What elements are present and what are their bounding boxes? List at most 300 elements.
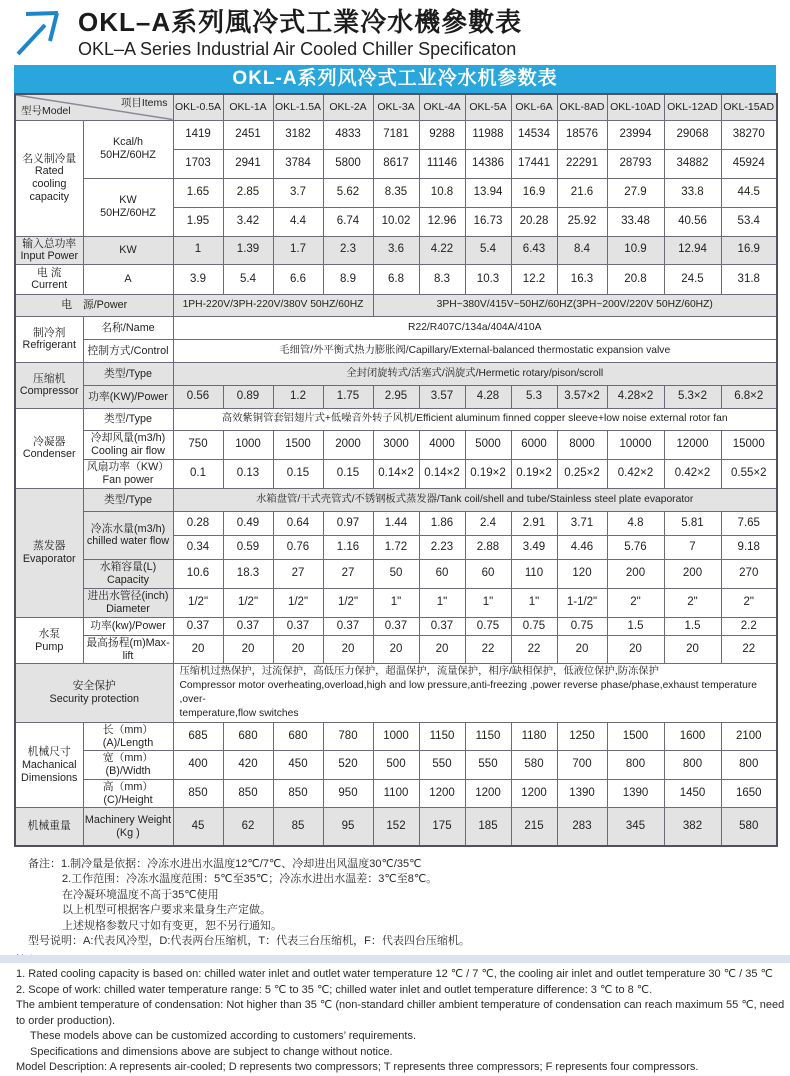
value-cell: 0.75: [557, 617, 607, 635]
value-cell: 1.75: [323, 385, 373, 408]
value-cell: 8617: [373, 149, 419, 178]
value-cell: 3784: [273, 149, 323, 178]
table-row: [15, 264, 777, 294]
value-cell: 18.3: [223, 559, 273, 588]
row-label-cell: A: [83, 264, 173, 294]
model-header-cell: OKL-1A: [223, 94, 273, 120]
value-cell: 450: [273, 751, 323, 779]
table-row: [15, 316, 777, 339]
value-cell: 0.37: [223, 617, 273, 635]
value-cell: 680: [223, 723, 273, 751]
value-cell: 1150: [419, 723, 465, 751]
section-label-cell: 电 源/Power: [15, 294, 173, 316]
value-cell: 5.62: [323, 178, 373, 207]
value-cell: 1180: [511, 723, 557, 751]
value-cell: 1: [173, 236, 223, 264]
note-line-zh: 以上机型可根据客户要求来量身生产定做。: [62, 904, 271, 917]
value-cell: 33.8: [664, 178, 721, 207]
value-cell: 2.91: [511, 511, 557, 535]
value-cell: 0.37: [373, 617, 419, 635]
value-cell: 185: [465, 808, 511, 846]
value-cell: 3182: [273, 120, 323, 149]
model-header-cell: OKL-4A: [419, 94, 465, 120]
page-header: [0, 0, 790, 58]
section-label-cell: 机械尺寸 Machanical Dimensions: [15, 723, 83, 808]
value-cell: 20: [223, 635, 273, 663]
value-cell: 高效紫铜管套铝翅片式+低噪音外转子风机/Efficient aluminum finned copper sleeve+low noise external rotor fan: [173, 408, 777, 430]
value-cell: 0.19×2: [465, 459, 511, 488]
value-cell: 1600: [664, 723, 721, 751]
value-cell: 33.48: [607, 207, 664, 236]
value-cell: 27: [273, 559, 323, 588]
value-cell: 1": [465, 588, 511, 617]
value-cell: 1/2": [273, 588, 323, 617]
model-header-cell: OKL-3A: [373, 94, 419, 120]
model-header-cell: OKL-8AD: [557, 94, 607, 120]
note-line-zh: 在冷凝环境温度不高于35℃使用: [62, 888, 219, 901]
value-cell: 0.97: [323, 511, 373, 535]
row-label-cell: 类型/Type: [83, 408, 173, 430]
value-cell: 1.5: [607, 617, 664, 635]
value-cell: 950: [323, 779, 373, 807]
model-header-cell: OKL-15AD: [721, 94, 777, 120]
value-cell: 44.5: [721, 178, 777, 207]
value-cell: 12.94: [664, 236, 721, 264]
note-line-en: Model Description: A represents air-cooled; D represents two compressors; T represents three compressors; F represents four compressors.: [16, 1061, 699, 1074]
arrow-up-right-logo-icon: [8, 6, 66, 58]
section-label-cell: 安全保护 Security protection: [15, 664, 173, 723]
value-cell: 4833: [323, 120, 373, 149]
value-cell: 3000: [373, 430, 419, 459]
table-row: [15, 339, 777, 362]
value-cell: 1-1/2": [557, 588, 607, 617]
row-label-cell: 水箱容量(L) Capacity: [83, 559, 173, 588]
value-cell: 1200: [511, 779, 557, 807]
note-line-zh: 2.工作范围：冷冻水温度范围：5℃至35℃；冷冻水进出水温差：3℃至8℃。: [62, 873, 438, 886]
value-cell: 2.4: [465, 511, 511, 535]
value-cell: 0.37: [273, 617, 323, 635]
value-cell: 4.4: [273, 207, 323, 236]
table-row: [15, 808, 777, 846]
section-label-cell: 制冷剂 Refrigerant: [15, 316, 83, 362]
footer-strip: [0, 955, 790, 963]
value-cell: 0.56: [173, 385, 223, 408]
value-cell: 62: [223, 808, 273, 846]
value-cell: 20: [419, 635, 465, 663]
value-cell: 200: [664, 559, 721, 588]
row-label-cell: KW: [83, 236, 173, 264]
row-label-cell: 类型/Type: [83, 362, 173, 385]
value-cell: 0.25×2: [557, 459, 607, 488]
value-cell: 1500: [273, 430, 323, 459]
row-label-cell: 功率(KW)/Power: [83, 385, 173, 408]
value-cell: 5.3×2: [664, 385, 721, 408]
value-cell: 800: [721, 751, 777, 779]
value-cell: 1200: [465, 779, 511, 807]
value-cell: 0.59: [223, 535, 273, 559]
value-cell: 500: [373, 751, 419, 779]
value-cell: 200: [607, 559, 664, 588]
value-cell: 550: [419, 751, 465, 779]
table-row: [15, 559, 777, 588]
value-cell: 0.19×2: [511, 459, 557, 488]
value-cell: 382: [664, 808, 721, 846]
value-cell: 11988: [465, 120, 511, 149]
value-cell: 0.14×2: [419, 459, 465, 488]
value-cell: 215: [511, 808, 557, 846]
value-cell: 1PH-220V/3PH-220V/380V 50HZ/60HZ: [173, 294, 373, 316]
value-cell: 0.75: [511, 617, 557, 635]
value-cell: 10.6: [173, 559, 223, 588]
value-cell: 22: [511, 635, 557, 663]
value-cell: 12.2: [511, 264, 557, 294]
value-cell: 2": [607, 588, 664, 617]
value-cell: 1": [511, 588, 557, 617]
value-cell: 0.34: [173, 535, 223, 559]
value-cell: 1450: [664, 779, 721, 807]
corner-cell: [15, 94, 173, 120]
value-cell: 全封闭旋转式/活塞式/涡旋式/Hermetic rotary/pison/scroll: [173, 362, 777, 385]
value-cell: 60: [465, 559, 511, 588]
value-cell: 95: [323, 808, 373, 846]
value-cell: 14534: [511, 120, 557, 149]
value-cell: 3.57×2: [557, 385, 607, 408]
value-cell: 4000: [419, 430, 465, 459]
value-cell: 120: [557, 559, 607, 588]
table-row: [15, 617, 777, 635]
section-label-cell: 蒸发器 Evaporator: [15, 488, 83, 617]
value-cell: 0.15: [273, 459, 323, 488]
notes-section: [16, 857, 790, 1076]
value-cell: 34882: [664, 149, 721, 178]
note-line-en: 1. Rated cooling capacity is based on: chilled water inlet and outlet water temperature 12 ℃ / 7 ℃, the cooling air inlet and outlet temperature 30 ℃ / 35 ℃: [16, 968, 773, 981]
value-cell: 10.8: [419, 178, 465, 207]
value-cell: 53.4: [721, 207, 777, 236]
corner-items-label: 项目Items: [120, 97, 168, 109]
value-cell: 31.8: [721, 264, 777, 294]
section-label-cell: 冷凝器 Condenser: [15, 408, 83, 488]
value-cell: 3.9: [173, 264, 223, 294]
value-cell: 750: [173, 430, 223, 459]
row-label-cell: 最高扬程(m)Max-lift: [83, 635, 173, 663]
value-cell: 680: [273, 723, 323, 751]
model-header-cell: OKL-0.5A: [173, 94, 223, 120]
value-cell: 0.37: [173, 617, 223, 635]
value-cell: 20: [373, 635, 419, 663]
value-cell: 11146: [419, 149, 465, 178]
value-cell: 0.28: [173, 511, 223, 535]
value-cell: 5.76: [607, 535, 664, 559]
model-header-cell: OKL-1.5A: [273, 94, 323, 120]
value-cell: 2.85: [223, 178, 273, 207]
value-cell: 1.65: [173, 178, 223, 207]
note-line-zh: 上述规格参数尺寸如有变更，恕不另行通知。: [62, 919, 282, 932]
value-cell: 29068: [664, 120, 721, 149]
value-cell: 780: [323, 723, 373, 751]
value-cell: 1/2": [173, 588, 223, 617]
model-header-cell: OKL-2A: [323, 94, 373, 120]
row-label-cell: 控制方式/Control: [83, 339, 173, 362]
table-row: [15, 408, 777, 430]
table-row: [15, 488, 777, 511]
value-cell: 1.95: [173, 207, 223, 236]
value-cell: 20: [607, 635, 664, 663]
value-cell: 1.16: [323, 535, 373, 559]
value-cell: 1250: [557, 723, 607, 751]
value-cell: 6000: [511, 430, 557, 459]
value-cell: 152: [373, 808, 419, 846]
value-cell: 3.7: [273, 178, 323, 207]
value-cell: 2941: [223, 149, 273, 178]
row-label-cell: 高（mm）(C)/Height: [83, 779, 173, 807]
section-label-cell: 机械重量: [15, 808, 83, 846]
table-row: [15, 664, 777, 723]
model-header-cell: OKL-6A: [511, 94, 557, 120]
table-row: [15, 294, 777, 316]
table-row: [15, 94, 777, 120]
table-row: [15, 362, 777, 385]
table-row: [15, 178, 777, 207]
note-line-en: Specifications and dimensions above are subject to change without notice.: [30, 1045, 393, 1058]
value-cell: 20.28: [511, 207, 557, 236]
value-cell: 10.02: [373, 207, 419, 236]
value-cell: 1.2: [273, 385, 323, 408]
section-label-cell: 水泵 Pump: [15, 617, 83, 663]
value-cell: 1390: [557, 779, 607, 807]
value-cell: 2451: [223, 120, 273, 149]
value-cell: 3.57: [419, 385, 465, 408]
value-cell: 800: [607, 751, 664, 779]
value-cell: 3PH~380V/415V~50HZ/60HZ(3PH~200V/220V 50HZ/60HZ): [373, 294, 777, 316]
value-cell: 1/2": [323, 588, 373, 617]
value-cell: 1100: [373, 779, 419, 807]
value-cell: 580: [721, 808, 777, 846]
value-cell: 1": [419, 588, 465, 617]
notes-zh: [28, 857, 790, 950]
value-cell: 175: [419, 808, 465, 846]
value-cell: 520: [323, 751, 373, 779]
value-cell: 0.37: [323, 617, 373, 635]
note-line-en: These models above can be customized according to customers’ requirements.: [30, 1030, 417, 1043]
value-cell: 0.13: [223, 459, 273, 488]
table-row: [15, 635, 777, 663]
value-cell: 24.5: [664, 264, 721, 294]
note-line-en: 2. Scope of work: chilled water temperature range: 5 ℃ to 35 ℃; chilled water inlet and outlet temperature difference: 3 ℃ to 8 ℃.: [16, 983, 653, 996]
value-cell: 420: [223, 751, 273, 779]
row-label-cell: 进出水管径(inch) Diameter: [83, 588, 173, 617]
table-row: [15, 779, 777, 807]
value-cell: 5.3: [511, 385, 557, 408]
value-cell: 800: [664, 751, 721, 779]
page-subtitle-en: OKL–A Series Industrial Air Cooled Chiller Specificaton: [78, 39, 517, 59]
value-cell: 20: [557, 635, 607, 663]
value-cell: 9.18: [721, 535, 777, 559]
section-label-cell: 压缩机 Compressor: [15, 362, 83, 408]
row-label-cell: 名称/Name: [83, 316, 173, 339]
value-cell: R22/R407C/134a/404A/410A: [173, 316, 777, 339]
value-cell: 0.76: [273, 535, 323, 559]
value-cell: 27.9: [607, 178, 664, 207]
value-cell: 2": [721, 588, 777, 617]
value-cell: 25.92: [557, 207, 607, 236]
value-cell: 8.9: [323, 264, 373, 294]
value-cell: 1000: [223, 430, 273, 459]
row-label-cell: 冷冻水量(m3/h) chilled water flow: [83, 511, 173, 559]
value-cell: 283: [557, 808, 607, 846]
value-cell: 毛细管/外平衡式热力膨胀阀/Capillary/External-balanced thermostatic expansion valve: [173, 339, 777, 362]
value-cell: 10.9: [607, 236, 664, 264]
value-cell: 1.7: [273, 236, 323, 264]
value-cell: 40.56: [664, 207, 721, 236]
table-row: [15, 511, 777, 535]
value-cell: 0.64: [273, 511, 323, 535]
value-cell: 2.23: [419, 535, 465, 559]
row-label-cell: 冷却风量(m3/h) Cooling air flow: [83, 430, 173, 459]
value-cell: 1703: [173, 149, 223, 178]
value-cell: 4.28: [465, 385, 511, 408]
table-row: [15, 385, 777, 408]
value-cell: 16.9: [721, 236, 777, 264]
page-title-zh: OKL–A系列風冷式工業冷水機參數表: [78, 7, 523, 37]
value-cell: 8.35: [373, 178, 419, 207]
value-cell: 0.55×2: [721, 459, 777, 488]
value-cell: 6.8: [373, 264, 419, 294]
value-cell: 6.43: [511, 236, 557, 264]
model-header-cell: OKL-5A: [465, 94, 511, 120]
value-cell: 1.72: [373, 535, 419, 559]
value-cell: 700: [557, 751, 607, 779]
value-cell: 水箱盘管/干式壳管式/不锈钢板式蒸发器/Tank coil/shell and tube/Stainless steel plate evaporator: [173, 488, 777, 511]
value-cell: 1": [373, 588, 419, 617]
value-cell: 压缩机过热保护，过流保护，高低压力保护，超温保护，流量保护，相序/缺相保护，低液位保护,防冻保护 Compressor motor overheating,overload,high and low pressure,anti-freezing ,power reverse phase/phase,exhaust temperature ,over- temperature,flow switches: [173, 664, 777, 723]
value-cell: 1650: [721, 779, 777, 807]
value-cell: 2000: [323, 430, 373, 459]
value-cell: 5.81: [664, 511, 721, 535]
value-cell: 0.42×2: [607, 459, 664, 488]
value-cell: 5000: [465, 430, 511, 459]
value-cell: 20: [173, 635, 223, 663]
note-line-en: The ambient temperature of condensation: Not higher than 35 ℃ (non-standard chiller ambient temperature of condensation can reach maximum 55 ℃, need to order production).: [16, 999, 785, 1027]
value-cell: 0.1: [173, 459, 223, 488]
value-cell: 1200: [419, 779, 465, 807]
value-cell: 27: [323, 559, 373, 588]
value-cell: 8.3: [419, 264, 465, 294]
value-cell: 6.74: [323, 207, 373, 236]
value-cell: 0.15: [323, 459, 373, 488]
value-cell: 850: [273, 779, 323, 807]
value-cell: 850: [173, 779, 223, 807]
value-cell: 2.2: [721, 617, 777, 635]
value-cell: 345: [607, 808, 664, 846]
value-cell: 10.3: [465, 264, 511, 294]
value-cell: 22: [721, 635, 777, 663]
spec-table: [14, 93, 778, 847]
table-row: [15, 430, 777, 459]
value-cell: 7181: [373, 120, 419, 149]
value-cell: 18576: [557, 120, 607, 149]
value-cell: 45924: [721, 149, 777, 178]
value-cell: 1390: [607, 779, 664, 807]
value-cell: 1.5: [664, 617, 721, 635]
value-cell: 3.42: [223, 207, 273, 236]
value-cell: 3.6: [373, 236, 419, 264]
value-cell: 9288: [419, 120, 465, 149]
value-cell: 6.8×2: [721, 385, 777, 408]
row-label-cell: 宽（mm）(B)/Width: [83, 751, 173, 779]
section-label-cell: 电 流 Current: [15, 264, 83, 294]
value-cell: 20.8: [607, 264, 664, 294]
value-cell: 1419: [173, 120, 223, 149]
value-cell: 22: [465, 635, 511, 663]
value-cell: 0.89: [223, 385, 273, 408]
value-cell: 1000: [373, 723, 419, 751]
value-cell: 1.39: [223, 236, 273, 264]
value-cell: 45: [173, 808, 223, 846]
value-cell: 14386: [465, 149, 511, 178]
value-cell: 38270: [721, 120, 777, 149]
notes-en: [16, 952, 790, 1076]
value-cell: 1500: [607, 723, 664, 751]
row-label-cell: 风扇功率（KW） Fan power: [83, 459, 173, 488]
value-cell: 0.49: [223, 511, 273, 535]
row-label-cell: KW 50HZ/60HZ: [83, 178, 173, 236]
value-cell: 8000: [557, 430, 607, 459]
value-cell: 1/2": [223, 588, 273, 617]
value-cell: 16.3: [557, 264, 607, 294]
value-cell: 16.73: [465, 207, 511, 236]
value-cell: 1.86: [419, 511, 465, 535]
value-cell: 20: [273, 635, 323, 663]
value-cell: 8.4: [557, 236, 607, 264]
table-row: [15, 120, 777, 149]
value-cell: 16.9: [511, 178, 557, 207]
value-cell: 400: [173, 751, 223, 779]
value-cell: 685: [173, 723, 223, 751]
row-label-cell: Kcal/h 50HZ/60HZ: [83, 120, 173, 178]
value-cell: 20: [664, 635, 721, 663]
table-banner-title: OKL-A系列风冷式工业冷水机参数表: [14, 65, 776, 93]
model-header-cell: OKL-12AD: [664, 94, 721, 120]
value-cell: 2100: [721, 723, 777, 751]
value-cell: 13.94: [465, 178, 511, 207]
value-cell: 0.75: [465, 617, 511, 635]
value-cell: 5.4: [223, 264, 273, 294]
value-cell: 0.14×2: [373, 459, 419, 488]
value-cell: 5800: [323, 149, 373, 178]
value-cell: 110: [511, 559, 557, 588]
value-cell: 7: [664, 535, 721, 559]
row-label-cell: 长（mm）(A)/Length: [83, 723, 173, 751]
value-cell: 4.46: [557, 535, 607, 559]
value-cell: 5.4: [465, 236, 511, 264]
table-row: [15, 723, 777, 751]
value-cell: 20: [323, 635, 373, 663]
table-row: [15, 459, 777, 488]
value-cell: 12000: [664, 430, 721, 459]
value-cell: 1150: [465, 723, 511, 751]
table-row: [15, 236, 777, 264]
note-line-zh: 型号说明：A:代表风冷型，D:代表两台压缩机，T：代表三台压缩机，F：代表四台压缩机。: [28, 935, 470, 948]
table-row: [15, 588, 777, 617]
value-cell: 1.44: [373, 511, 419, 535]
table-row: [15, 751, 777, 779]
value-cell: 15000: [721, 430, 777, 459]
value-cell: 0.37: [419, 617, 465, 635]
note-line-zh: 备注：1.制冷量是依据：冷冻水进出水温度12℃/7℃、冷却进出风温度30℃/35℃: [28, 857, 422, 870]
value-cell: 2": [664, 588, 721, 617]
row-label-cell: 类型/Type: [83, 488, 173, 511]
value-cell: 7.65: [721, 511, 777, 535]
